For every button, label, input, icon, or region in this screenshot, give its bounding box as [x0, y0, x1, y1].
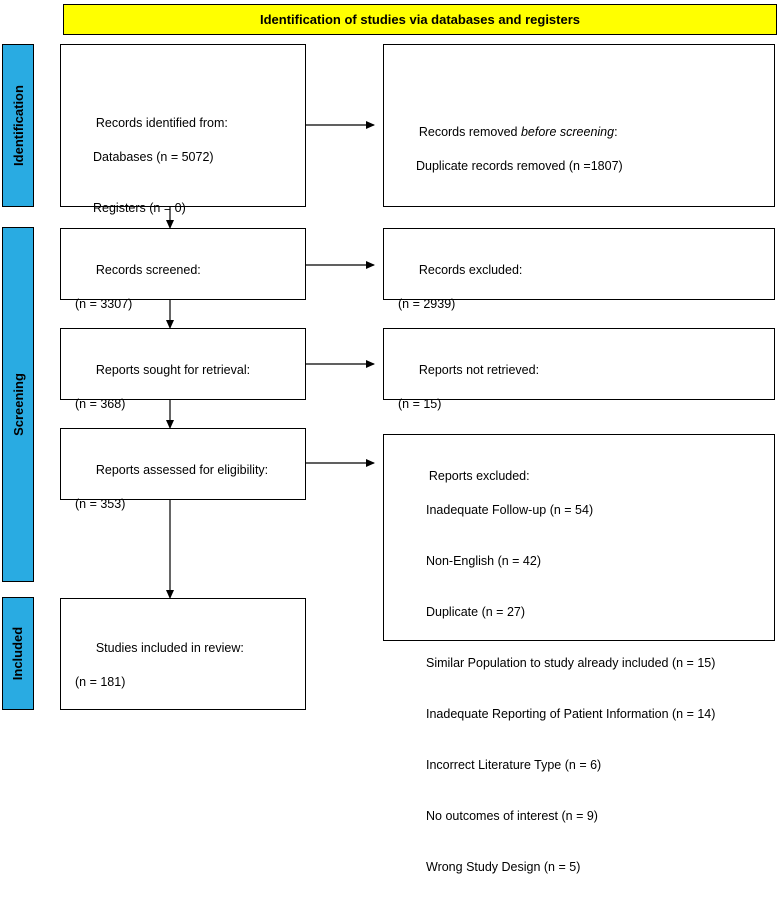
- reports-excluded-item: No outcomes of interest (n = 9): [426, 809, 598, 823]
- box-records-excluded: [383, 228, 775, 311]
- records-identified-line1: Records identified from:: [95, 116, 228, 130]
- box-records-removed-text: [398, 107, 623, 209]
- band-identification: [2, 44, 34, 207]
- reports-not-retrieved-line2: (n = 15): [398, 397, 442, 411]
- reports-assessed-line1: Reports assessed for eligibility:: [95, 463, 269, 477]
- diagram-title-banner: [63, 4, 777, 35]
- band-screening: [2, 227, 34, 582]
- records-excluded-line1: Records excluded:: [418, 263, 523, 277]
- box-reports-excluded-reasons-text: [408, 451, 715, 910]
- band-identification-label: Identification: [10, 85, 26, 166]
- reports-not-retrieved-line1: Reports not retrieved:: [418, 363, 540, 377]
- reports-excluded-item: Incorrect Literature Type (n = 6): [426, 758, 602, 772]
- band-included-label: Included: [10, 626, 26, 681]
- reports-excluded-header: Reports excluded:: [428, 469, 530, 483]
- reports-excluded-item: Duplicate (n = 27): [426, 605, 526, 619]
- records-identified-line3: Registers (n = 0): [93, 201, 186, 215]
- records-identified-line2: Databases (n = 5072): [93, 150, 214, 164]
- reports-sought-line2: (n = 368): [75, 397, 126, 411]
- reports-excluded-item: Non-English (n = 42): [426, 554, 541, 568]
- reports-excluded-item: Similar Population to study already included (n = 15): [426, 656, 716, 670]
- studies-included-line1: Studies included in review:: [95, 641, 244, 655]
- reports-excluded-item: Wrong Study Design (n = 5): [426, 860, 581, 874]
- records-removed-line1: [419, 125, 618, 139]
- reports-assessed-line2: (n = 353): [75, 497, 126, 511]
- records-screened-line1: Records screened:: [95, 263, 201, 277]
- box-reports-assessed: [60, 428, 306, 511]
- records-removed-line1-a: Records removed: [418, 125, 521, 139]
- box-records-identified: [60, 44, 306, 215]
- records-removed-line1-b: before screening: [520, 125, 615, 139]
- reports-excluded-item: Inadequate Follow-up (n = 54): [426, 503, 594, 517]
- box-records-removed: [383, 44, 775, 207]
- box-studies-included-text: [75, 623, 244, 725]
- box-reports-sought: [60, 328, 306, 411]
- reports-excluded-item: Inadequate Reporting of Patient Information (n = 14): [426, 707, 716, 721]
- reports-sought-line1: Reports sought for retrieval:: [95, 363, 251, 377]
- records-screened-line2: (n = 3307): [75, 297, 133, 311]
- box-reports-not-retrieved-text: [398, 345, 539, 447]
- box-reports-not-retrieved: [383, 328, 775, 411]
- records-removed-line1-c: :: [614, 125, 618, 139]
- records-excluded-line2: (n = 2939): [398, 297, 456, 311]
- band-included: [2, 597, 34, 710]
- box-studies-included: [60, 598, 306, 710]
- band-screening-label: Screening: [10, 373, 26, 436]
- box-reports-assessed-text: [75, 445, 268, 547]
- box-records-screened: [60, 228, 306, 311]
- box-reports-excluded-reasons: [383, 434, 775, 874]
- records-removed-line2: Duplicate records removed (n =1807): [416, 159, 623, 173]
- diagram-title: Identification of studies via databases and registers: [259, 12, 581, 27]
- studies-included-line2: (n = 181): [75, 675, 126, 689]
